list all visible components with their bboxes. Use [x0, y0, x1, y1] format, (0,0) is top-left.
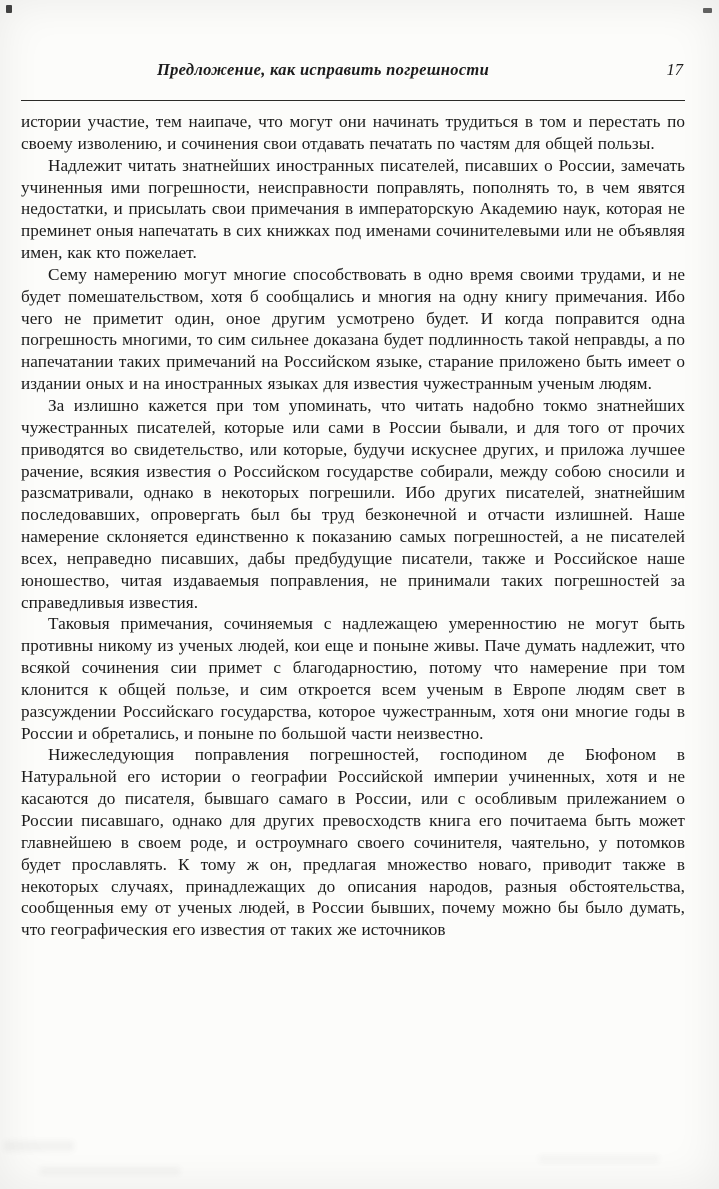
- paragraph-3: Сему намерению могут многие способствовать в одно время своими трудами, и не будет помешательством, хотя б сообщались и многия на одну книгу примечания. Ибо чего не приметит один, оное другим усмотрено будет. И когда поправится одна погрешность многими, то сим сильнее доказана будет подлинность такой неправды, а по напечатании таких примечаний на Российском языке, старание приложено быть имеет о издании оных и на иностранных языках для известия чужестранным ученым людям.: [21, 264, 685, 394]
- page-body: [21, 111, 685, 941]
- paragraph-2: Надлежит читать знатнейших иностранных писателей, писавших о России, замечать учиненныя ими погрешности, неисправности поправлять, пополнять то, в чем явятся недостатки, и присылать свои примечания в императорскую Академию наук, которая не преминет оныя напечатать в сих книжках под именами сочинителевыми или не объявляя имен, как кто пожелает.: [21, 155, 685, 263]
- paragraph-4: За излишно кажется при том упоминать, что читать надобно токмо знатнейших чужестранных писателей, которые или сами в России бывали, и для того от прочих приводятся во свидетельство, или которые, будучи искуснее других, и приложа лучшее рачение, всякия известия о Российском государстве собирали, между собою сносили и разсматривали, однако в некоторых погрешили. Ибо других писателей, знатнейшим последовавших, опровергать был бы труд безконечной и отчасти излишней. Наше намерение склоняется единственно к показанию самых погрешностей, а не писателей всех, неправедно писавших, дабы предбудущие писатели, также и Российское наше юношество, читая издаваемыя поправления, не принимали таких погрешностей за справедливыя известия.: [21, 395, 685, 612]
- paragraph-5: Таковыя примечания, сочиняемыя с надлежащею умеренностию не могут быть противны никому из ученых людей, кои еще и поныне живы. Паче думать надлежит, что всякой сочинения сии примет с благодарностию, потому что намерение при том клонится к общей пользе, и сим откроется всем ученым в Европе людям свет в разсуждении Российскаго государства, которое чужестранным, хотя они многие годы в России и обретались, и поныне по большой части неизвестно.: [21, 614, 685, 743]
- paragraph-continuation: истории участие, тем наипаче, что могут они начинать трудиться в том и перестать по своему изволению, и сочинения свои отдавать печатать по частям для общей пользы.: [21, 112, 685, 153]
- scan-smudge-bottom-3: [539, 1155, 659, 1163]
- scan-artifact-top-right: [703, 8, 712, 13]
- header-rule: [21, 100, 685, 101]
- page-number: 17: [666, 60, 683, 79]
- running-title: Предложение, как исправить погрешности: [156, 60, 490, 79]
- scan-smudge-bottom-2: [40, 1167, 180, 1175]
- page-header: [21, 60, 685, 84]
- paragraph-6: Нижеследующия поправления погрешностей, господином де Бюфоном в Натуральной его истории о географии Российской империи учиненных, хотя и не касаются до писателя, бывшаго самаго в России, или с особливым прилежанием о России писавшаго, однако для других превосходств книга его почитаема быть может главнейшею в своем роде, и остроумнаго своего сочинителя, чаятельно, у потомков будет прославлять. К тому ж он, предлагая множество новаго, приводит также в некоторых случаях, принадлежащих до описания народов, разныя обстоятельства, сообщенныя ему от ученых людей, в России бывших, почему можно бы было думать, что географическия его известия от таких же источников: [21, 745, 685, 940]
- scan-artifact-top-left: [6, 5, 12, 13]
- scan-smudge-bottom-1: [4, 1141, 74, 1151]
